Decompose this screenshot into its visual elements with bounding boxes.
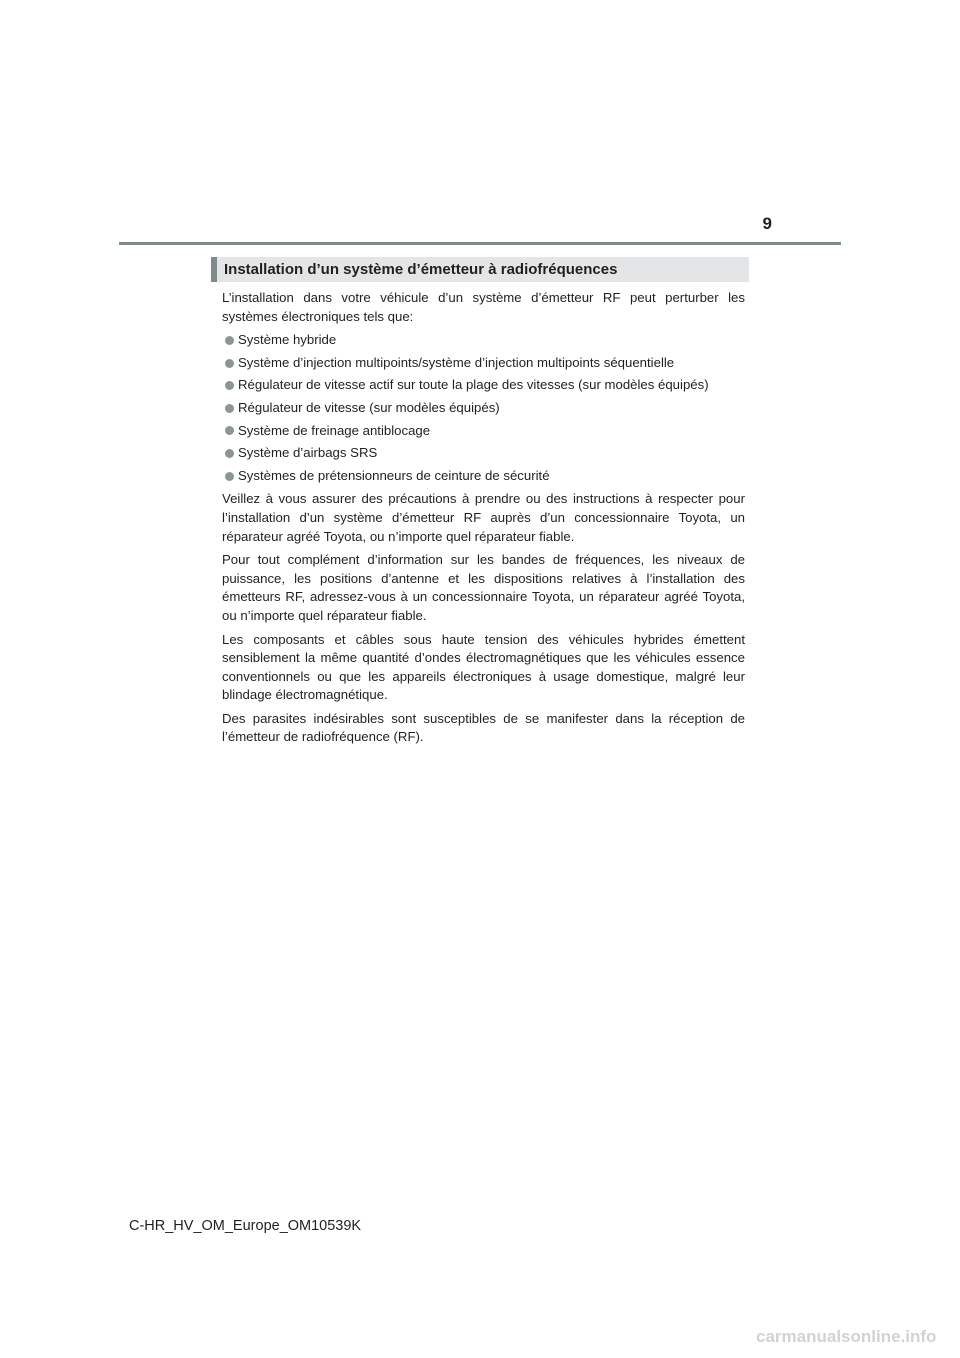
bullet-icon	[225, 426, 234, 435]
paragraph-high-voltage: Les composants et câbles sous haute tension des véhicules hybrides émettent sensiblement la même quantité d’ondes électromagnétiques que les véhicules essence conventionnels ou que les appareils électroniques à usage domestique, malgré leur blindage électromagnétique.	[222, 631, 745, 703]
systems-list	[222, 331, 745, 485]
list-item: Régulateur de vitesse actif sur toute la plage des vitesses (sur modèles équipés)	[222, 376, 745, 395]
section-title: Installation d’un système d’émetteur à radiofréquences	[224, 261, 618, 278]
list-item: Système de freinage antiblocage	[222, 422, 745, 441]
section-header	[211, 257, 749, 282]
footer-document-code: C-HR_HV_OM_Europe_OM10539K	[129, 1218, 362, 1234]
list-item: Systèmes de prétensionneurs de ceinture de sécurité	[222, 467, 745, 486]
bullet-icon	[225, 404, 234, 413]
bullet-icon	[225, 359, 234, 368]
intro-paragraph: L’installation dans votre véhicule d’un système d’émetteur RF peut perturber les systèmes électroniques tels que:	[222, 290, 745, 324]
section-header-bar	[211, 257, 217, 282]
watermark: carmanualsonline.info	[756, 1327, 937, 1346]
paragraph-precautions: Veillez à vous assurer des précautions à prendre ou des instructions à respecter pour l’installation d’un système d’émetteur RF auprès d’un concessionnaire Toyota, un réparateur agréé Toyota, ou n’importe quel réparateur fiable.	[222, 491, 745, 544]
bullet-icon	[225, 381, 234, 390]
content-body	[222, 289, 745, 752]
bullet-icon	[225, 449, 234, 458]
list-item: Système d’injection multipoints/système d’injection multipoints séquentielle	[222, 354, 745, 373]
bullet-icon	[225, 472, 234, 481]
list-item: Régulateur de vitesse (sur modèles équipés)	[222, 399, 745, 418]
paragraph-interference: Des parasites indésirables sont susceptibles de se manifester dans la réception de l’émetteur de radiofréquence (RF).	[222, 710, 745, 745]
paragraph-frequency-info: Pour tout complément d’information sur les bandes de fréquences, les niveaux de puissance, les positions d’antenne et les dispositions relatives à l’installation des émetteurs RF, adressez-vous à un concessionnaire Toyota, un réparateur agréé Toyota, ou n’importe quel réparateur fiable.	[222, 552, 745, 623]
bullet-icon	[225, 336, 234, 345]
list-item: Système d’airbags SRS	[222, 444, 745, 463]
list-item: Système hybride	[222, 331, 745, 350]
page-number: 9	[762, 214, 772, 233]
top-divider	[119, 242, 841, 245]
